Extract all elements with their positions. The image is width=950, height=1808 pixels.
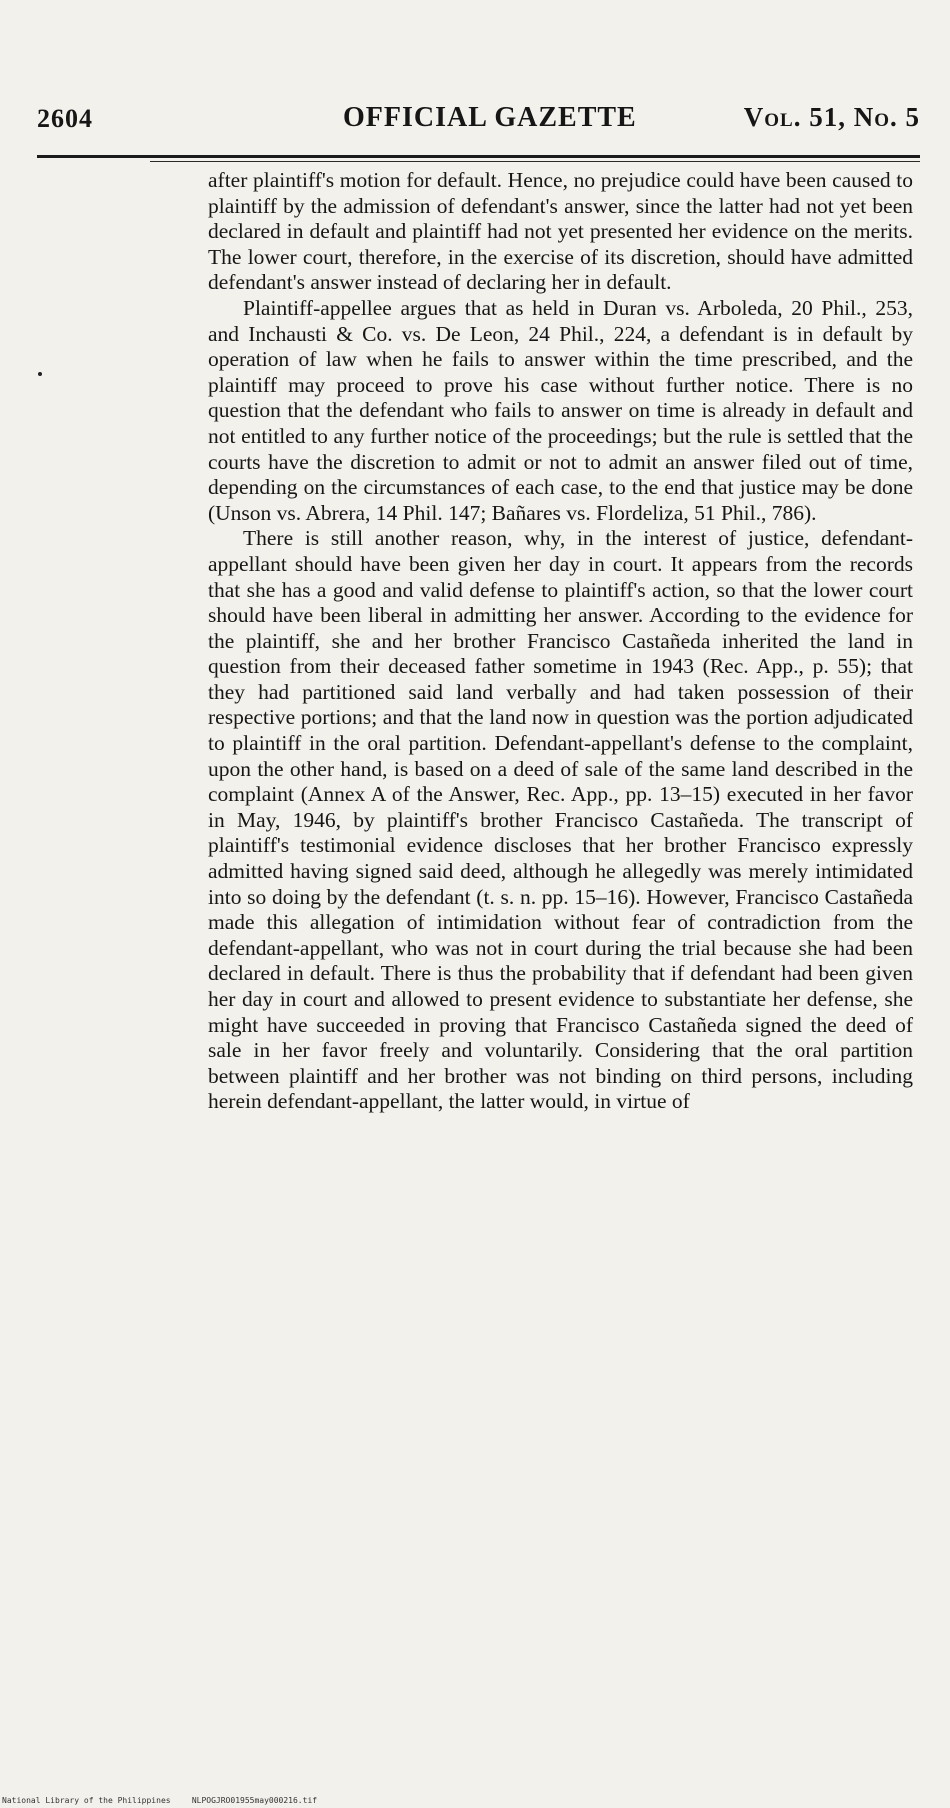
file-name: NLPOGJRO01955may000216.tif [191,1796,318,1805]
volume-number: Vol. 51, No. 5 [743,102,920,132]
paragraph: after plaintiff's motion for default. Hence, no prejudice could have been caused to plaintiff by the admission of defendant's answer, since the latter had not yet been declared in default and plaintiff had not yet presented her evidence on the merits. The lower court, therefore, in the exercise of its discretion, should have admitted defendant's answer instead of declaring her in default. [208,168,913,295]
scan-speck [38,372,42,376]
library-credit: National Library of the Philippines [2,1796,171,1805]
scan-footer [0,1794,950,1808]
publication-title: OFFICIAL GAZETTE [343,102,637,133]
page-number: 2604 [37,104,93,133]
header-rule [37,155,920,158]
paragraph: There is still another reason, why, in the interest of justice, defendant-appellant should have been given her day in court. It appears from the records that she has a good and valid defense to plaintiff's action, so that the lower court should have been liberal in admitting her answer. According to the evidence for the plaintiff, she and her brother Francisco Castañeda inherited the land in question from their deceased father sometime in 1943 (Rec. App., p. 55); that they had partitioned said land verbally and had taken possession of their respective portions; and that the land now in question was the portion adjudicated to plaintiff in the oral partition. Defendant-appellant's defense to the complaint, upon the other hand, is based on a deed of sale of the same land described in the complaint (Annex A of the Answer, Rec. App., pp. 13–15) executed in her favor in May, 1946, by plaintiff's brother Francisco Castañeda. The transcript of plaintiff's testimonial evidence discloses that her brother Francisco expressly admitted having signed said deed, although he allegedly was merely intimidated into so doing by the defendant (t. s. n. pp. 15–16). However, Francisco Castañeda made this allegation of intimidation without fear of contradiction from the defendant-appellant, who was not in court during the trial because she had been declared in default. There is thus the probability that if defendant had been given her day in court and allowed to present evidence to substantiate her defense, she might have succeeded in proving that Francisco Castañeda signed the deed of sale in her favor freely and voluntarily. Considering that the oral partition between plaintiff and her brother was not binding on third persons, including herein defendant-appellant, the latter would, in virtue of [208,526,913,1114]
paragraph: Plaintiff-appellee argues that as held in Duran vs. Arboleda, 20 Phil., 253, and Inchausti & Co. vs. De Leon, 24 Phil., 224, a defendant is in default by operation of law when he fails to answer within the time prescribed, and the plaintiff may proceed to prove his case without further notice. There is no question that the defendant who fails to answer on time is already in default and not entitled to any further notice of the proceedings; but the rule is settled that the courts have the discretion to admit or not to admit an answer filed out of time, depending on the circumstances of each case, to the end that justice may be done (Unson vs. Abrera, 14 Phil. 147; Bañares vs. Flordeliza, 51 Phil., 786). [208,295,913,525]
page-header [0,100,950,140]
body-text [208,168,913,1115]
header-rule-thin [150,161,920,162]
